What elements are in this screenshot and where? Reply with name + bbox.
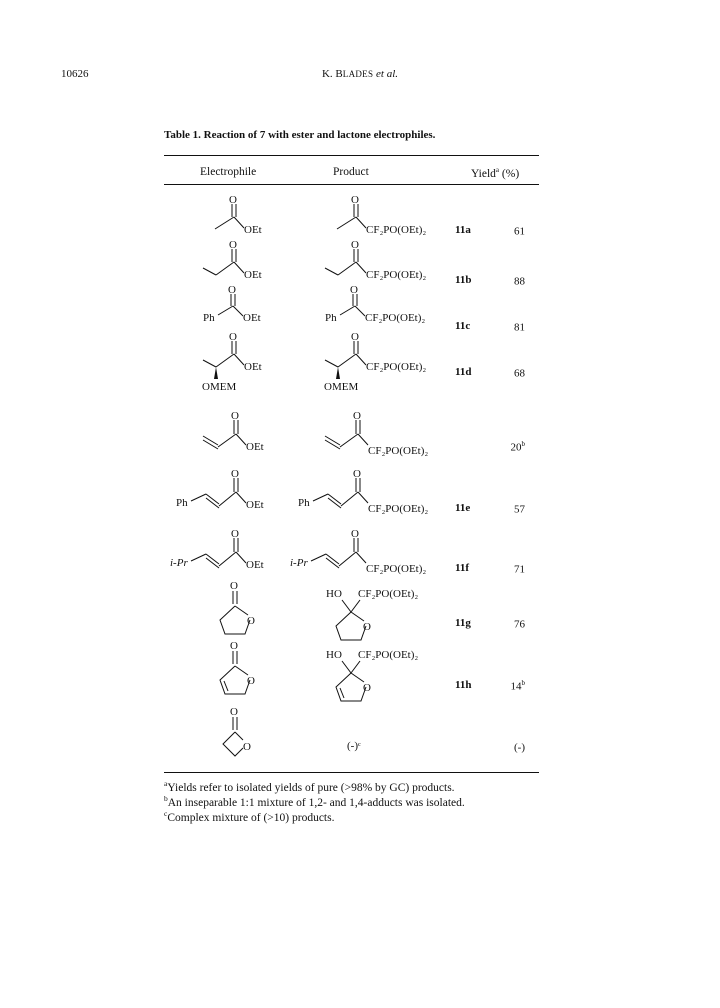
svg-text:CF₂PO(OEt)₂: CF₂PO(OEt)₂ <box>358 649 419 661</box>
svg-text:OEt: OEt <box>246 559 264 571</box>
svg-text:O: O <box>230 580 238 592</box>
electrophile-structure <box>210 706 270 758</box>
svg-text:O: O <box>247 615 255 627</box>
product-structure <box>322 240 437 288</box>
yield-value: 14$^b$ <box>510 679 525 693</box>
product-structure <box>290 528 450 578</box>
product-structure <box>322 410 447 460</box>
product-structure <box>327 195 437 243</box>
svg-text:O: O <box>351 331 359 343</box>
electrophile-structure <box>203 285 283 331</box>
svg-text:O: O <box>351 194 359 206</box>
electrophile-structure <box>200 410 290 460</box>
footnote: $^c$Complex mixture of (>10) products. <box>164 809 335 824</box>
svg-text:O: O <box>353 468 361 480</box>
svg-text:O: O <box>231 468 239 480</box>
svg-text:OEt: OEt <box>243 312 261 324</box>
svg-text:HO: HO <box>326 588 342 600</box>
table-bottom-rule <box>164 772 539 773</box>
svg-text:Ph: Ph <box>298 497 310 509</box>
svg-text:i-Pr: i-Pr <box>170 557 188 569</box>
svg-text:Ph: Ph <box>325 312 337 324</box>
electrophile-structure <box>170 528 290 578</box>
running-head <box>0 68 720 80</box>
table-top-rule <box>164 155 539 156</box>
header-yield: Yield$^a$ (%) <box>471 166 520 180</box>
compound-label: 11h <box>455 679 472 691</box>
svg-text:O: O <box>230 706 238 718</box>
svg-text:O: O <box>363 682 371 694</box>
yield-value: 57 <box>514 503 525 516</box>
svg-text:CF₂PO(OEt)₂: CF₂PO(OEt)₂ <box>366 224 427 236</box>
svg-text:HO: HO <box>326 649 342 661</box>
compound-label: 11d <box>455 366 472 378</box>
svg-text:OEt: OEt <box>244 269 262 281</box>
compound-label: 11f <box>455 562 470 574</box>
footnote: $^b$An inseparable 1:1 mixture of 1,2- and 1,4-adducts was isolated. <box>164 794 465 809</box>
product-structure <box>320 645 470 705</box>
yield-value: (-) <box>514 741 525 754</box>
header-rule <box>164 184 539 185</box>
header-electrophile: Electrophile <box>200 166 257 178</box>
no-product-label: (-)ᶜ <box>347 740 361 752</box>
svg-text:O: O <box>230 640 238 652</box>
author-initial: K. B <box>321 68 343 80</box>
compound-label: 11c <box>455 320 471 332</box>
compound-label: 11b <box>455 274 472 286</box>
svg-text:O: O <box>243 741 251 753</box>
compound-label: 11a <box>455 224 471 236</box>
svg-text:OMEM: OMEM <box>202 381 237 393</box>
yield-value: 88 <box>514 275 525 288</box>
svg-text:OEt: OEt <box>244 361 262 373</box>
yield-value: 61 <box>514 225 525 238</box>
svg-text:CF₂PO(OEt)₂: CF₂PO(OEt)₂ <box>366 361 427 373</box>
svg-text:Ph: Ph <box>203 312 215 324</box>
svg-text:O: O <box>228 284 236 296</box>
electrophile-structure <box>200 240 280 288</box>
svg-text:O: O <box>229 194 237 206</box>
svg-text:CF₂PO(OEt)₂: CF₂PO(OEt)₂ <box>358 588 419 600</box>
page-number: 10626 <box>61 68 89 80</box>
svg-text:O: O <box>247 675 255 687</box>
table-caption: Table 1. Reaction of 7 with ester and lactone electrophiles. <box>164 129 436 141</box>
yield-value: 81 <box>514 321 525 334</box>
product-structure <box>325 285 440 331</box>
svg-text:O: O <box>351 239 359 251</box>
yield-value: 76 <box>514 618 525 631</box>
electrophile-structure <box>210 580 270 640</box>
author-name: LADES <box>342 69 374 79</box>
product-structure <box>320 584 470 644</box>
svg-text:O: O <box>231 528 239 540</box>
svg-text:O: O <box>353 410 361 422</box>
electrophile-structure <box>200 332 290 394</box>
svg-text:O: O <box>229 331 237 343</box>
yield-value: 71 <box>514 563 525 576</box>
svg-text:CF₂PO(OEt)₂: CF₂PO(OEt)₂ <box>368 503 429 515</box>
svg-text:CF₂PO(OEt)₂: CF₂PO(OEt)₂ <box>366 563 427 575</box>
compound-label: 11g <box>455 617 471 629</box>
svg-text:CF₂PO(OEt)₂: CF₂PO(OEt)₂ <box>366 269 427 281</box>
svg-text:O: O <box>351 528 359 540</box>
electrophile-structure <box>205 195 275 243</box>
yield-value: 20$^b$ <box>510 440 525 454</box>
svg-text:O: O <box>363 621 371 633</box>
svg-text:OEt: OEt <box>246 499 264 511</box>
svg-text:OEt: OEt <box>244 224 262 236</box>
svg-text:OMEM: OMEM <box>324 381 359 393</box>
product-structure <box>322 332 442 394</box>
author-suffix: et al. <box>373 68 399 80</box>
yield-value: 68 <box>514 367 525 380</box>
header-product: Product <box>333 166 369 178</box>
product-structure <box>298 468 448 518</box>
svg-text:i-Pr: i-Pr <box>290 557 308 569</box>
electrophile-structure <box>210 640 270 700</box>
compound-label: 11e <box>455 502 471 514</box>
svg-text:O: O <box>229 239 237 251</box>
svg-text:O: O <box>231 410 239 422</box>
svg-text:O: O <box>350 284 358 296</box>
electrophile-structure <box>176 468 286 518</box>
svg-text:CF₂PO(OEt)₂: CF₂PO(OEt)₂ <box>365 312 426 324</box>
svg-text:Ph: Ph <box>176 497 188 509</box>
svg-text:OEt: OEt <box>246 441 264 453</box>
svg-text:CF₂PO(OEt)₂: CF₂PO(OEt)₂ <box>368 445 429 457</box>
footnote: $^a$Yields refer to isolated yields of pure (>98% by GC) products. <box>164 779 455 794</box>
